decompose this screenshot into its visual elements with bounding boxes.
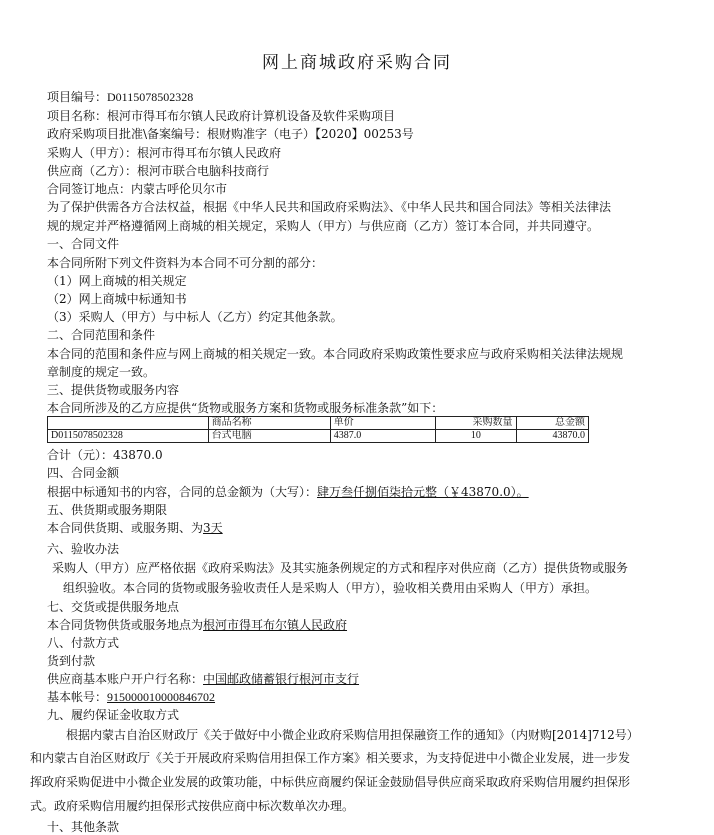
sign-place: 合同签订地点：内蒙古呼伦贝尔市 bbox=[47, 182, 228, 196]
section-8-title: 八、付款方式 bbox=[47, 636, 120, 650]
section-9-text-2: 和内蒙古自治区财政厅《关于开展政府采购信用担保工作方案》相关要求，为支持促进中小微企业发展，进一步发 bbox=[30, 751, 631, 765]
supplier: 供应商（乙方）：根河市联合电脑科技商行 bbox=[47, 164, 270, 178]
section-2-title: 二、合同范围和条件 bbox=[47, 328, 156, 342]
section-1-intro: 本合同所附下列文件资料为本合同不可分割的部分： bbox=[47, 256, 324, 270]
preamble-line-1: 为了保护供需各方合法权益，根据《中华人民共和国政府采购法》、《中华人民共和国合同法》等相关法律法 bbox=[47, 200, 612, 214]
delivery-place: 根河市得耳布尔镇人民政府 bbox=[203, 618, 348, 632]
table-header-row bbox=[48, 417, 589, 430]
project-number bbox=[47, 89, 193, 105]
table-cell-unit-price: 4387.0 bbox=[330, 430, 435, 443]
section-6-text-1: 采购人（甲方）应严格依据《政府采购法》及其实施条例规定的方式和程序对供应商（乙方）提供货物或服务 bbox=[52, 561, 629, 575]
section-9-text-3: 挥政府采购促进中小微企业发展的政策功能，中标供应商履约保证金鼓励倡导供应商采取政府采购信用履约担保形 bbox=[30, 775, 631, 789]
section-3-intro: 本合同所涉及的乙方应提供“货物或服务方案和货物或服务标准条款”如下： bbox=[47, 401, 444, 415]
section-1-title: 一、合同文件 bbox=[47, 237, 120, 251]
table-header-cell bbox=[48, 417, 209, 430]
table-cell-total: 43870.0 bbox=[516, 430, 588, 443]
total-amount: 合计（元）：43870.0 bbox=[47, 448, 163, 462]
section-7-text bbox=[47, 617, 347, 633]
section-5-text bbox=[47, 520, 223, 536]
account-line bbox=[47, 689, 215, 705]
approval-number: 政府采购项目批准\备案编号：根财购准字（电子）【2020】00253号 bbox=[47, 127, 414, 141]
bank-name-label: 供应商基本账户开户行名称： bbox=[47, 672, 204, 686]
section-2-text-2: 章制度的规定一致。 bbox=[47, 365, 156, 379]
table-header-cell: 商品名称 bbox=[208, 417, 330, 430]
account-number: 915000010000846702 bbox=[107, 690, 216, 704]
section-10-title: 十、其他条款 bbox=[47, 820, 120, 834]
section-1-item-1: （1）网上商城的相关规定 bbox=[47, 274, 187, 288]
table-row bbox=[48, 430, 589, 443]
table-header-cell: 单价 bbox=[330, 417, 435, 430]
section-3-title: 三、提供货物或服务内容 bbox=[47, 383, 180, 397]
account-label: 基本帐号： bbox=[47, 690, 108, 704]
section-9-title: 九、履约保证金收取方式 bbox=[47, 708, 180, 722]
section-7-prefix: 本合同货物供货或服务地点为 bbox=[47, 618, 204, 632]
section-2-text-1: 本合同的范围和条件应与网上商城的相关规定一致。本合同政府采购政策性要求应与政府采购相关法律法规规 bbox=[47, 347, 624, 361]
section-9-text-1: 根据内蒙古自治区财政厅《关于做好中小微企业政府采购信用担保融资工作的通知》（内财购[2014]712号） bbox=[66, 728, 639, 742]
section-4-text bbox=[47, 484, 529, 500]
section-6-text-2: 组织验收。本合同的货物或服务验收责任人是采购人（甲方），验收相关费用由采购人（甲方）承担。 bbox=[63, 581, 598, 595]
table-cell-quantity: 10 bbox=[436, 430, 516, 443]
table-header-cell: 总金额 bbox=[516, 417, 588, 430]
section-7-title: 七、交货或提供服务地点 bbox=[47, 600, 180, 614]
contract-amount: 肆万叁仟捌佰柒拾元整（￥43870.0）。 bbox=[317, 485, 529, 499]
bank-name-line bbox=[47, 671, 359, 687]
goods-table bbox=[47, 416, 589, 443]
section-4-prefix: 根据中标通知书的内容，合同的总金额为（大写）： bbox=[47, 485, 318, 499]
section-4-title: 四、合同金额 bbox=[47, 466, 120, 480]
table-cell-item-no: D0115078502328 bbox=[48, 430, 209, 443]
page-title: 网上商城政府采购合同 bbox=[262, 53, 452, 73]
project-name: 项目名称：根河市得耳布尔镇人民政府计算机设备及软件采购项目 bbox=[47, 109, 396, 123]
section-9-text-4: 式。政府采购信用履约担保形式按供应商中标次数单次办理。 bbox=[30, 799, 355, 813]
buyer: 采购人（甲方）：根河市得耳布尔镇人民政府 bbox=[47, 146, 282, 160]
section-5-title: 五、供货期或服务期限 bbox=[47, 503, 168, 517]
table-cell-product: 台式电脑 bbox=[208, 430, 330, 443]
bank-name: 中国邮政储蓄银行根河市支行 bbox=[203, 672, 360, 686]
section-1-item-2: （2）网上商城中标通知书 bbox=[47, 292, 187, 306]
delivery-period: 3天 bbox=[203, 521, 223, 535]
section-1-item-3: （3）采购人（甲方）与中标人（乙方）约定其他条款。 bbox=[47, 310, 343, 324]
project-number-label: 项目编号： bbox=[47, 90, 108, 104]
section-5-prefix: 本合同供货期、或服务期、为 bbox=[47, 521, 204, 535]
payment-method: 货到付款 bbox=[47, 654, 96, 668]
project-number-value: D0115078502328 bbox=[107, 90, 194, 104]
section-6-title: 六、验收办法 bbox=[47, 542, 120, 556]
table-header-cell: 采购数量 bbox=[436, 417, 516, 430]
preamble-line-2: 规的规定并严格遵循网上商城的相关规定，采购人（甲方）与供应商（乙方）签订本合同，并共同遵守。 bbox=[47, 219, 600, 233]
